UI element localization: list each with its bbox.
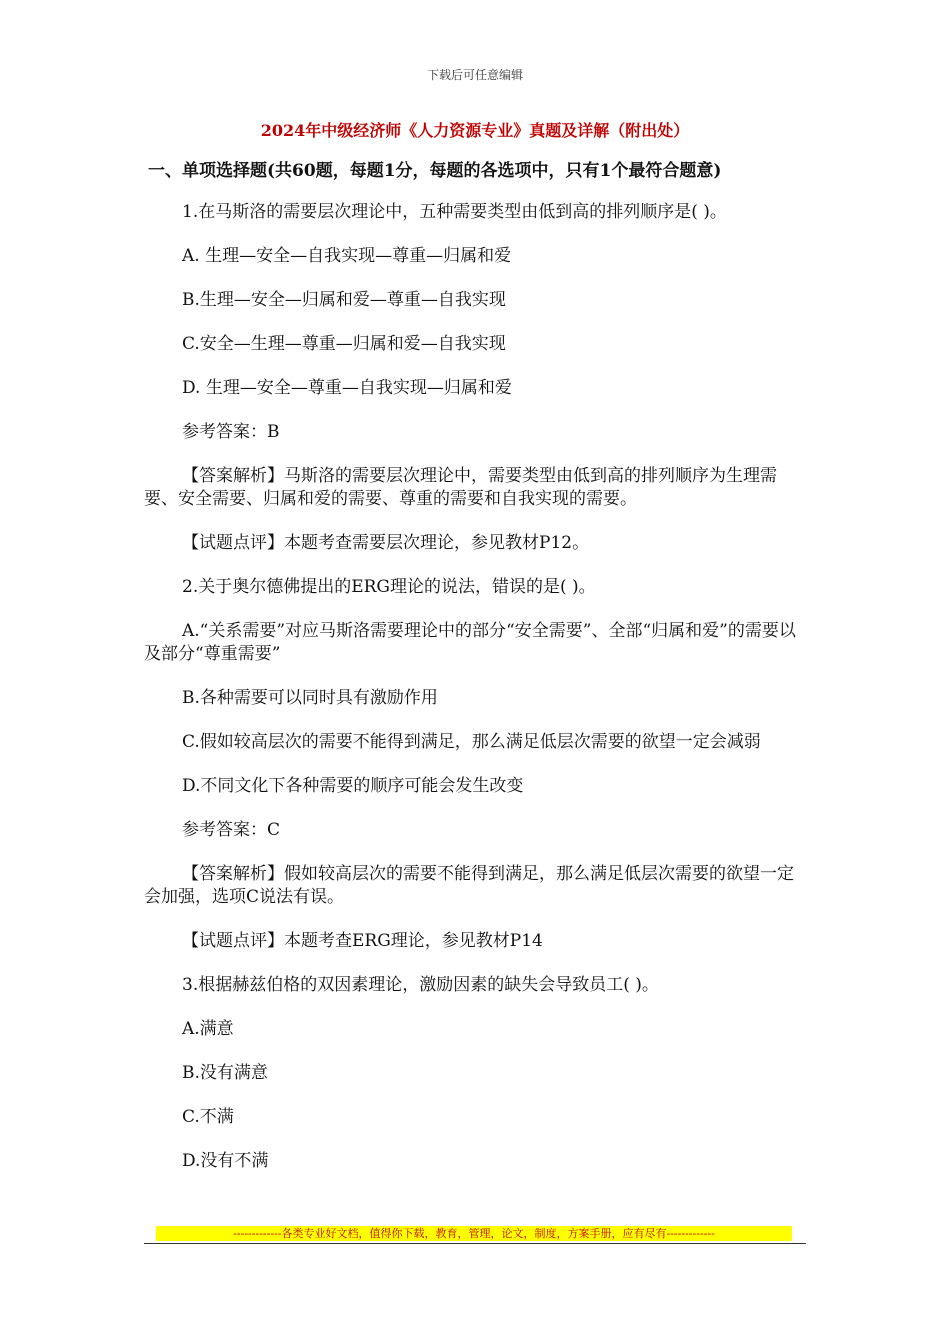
- question-1-stem: 1.在马斯洛的需要层次理论中，五种需要类型由低到高的排列顺序是( )。: [182, 202, 727, 222]
- question-2-option-b: B.各种需要可以同时具有激励作用: [182, 688, 438, 708]
- question-2-option-a: A.“关系需要”对应马斯洛需要理论中的部分“安全需要”、全部“归属和爱”的需要以及部分“尊重需要”: [144, 621, 796, 664]
- document-body: [144, 160, 806, 1194]
- question-3-option-b: B.没有满意: [182, 1063, 268, 1083]
- footer-banner: -------------各类专业好文档，值得你下载，教育，管理，论文，制度，方案手册，应有尽有-------------: [156, 1226, 792, 1241]
- question-1-comment: 【试题点评】本题考查需要层次理论，参见教材P12。: [182, 533, 590, 553]
- question-2-option-c: C.假如较高层次的需要不能得到满足，那么满足低层次需要的欲望一定会减弱: [182, 732, 761, 752]
- question-2-answer: 参考答案：C: [182, 820, 281, 840]
- question-3-stem: 3.根据赫兹伯格的双因素理论，激励因素的缺失会导致员工( )。: [182, 975, 659, 995]
- question-1-answer: 参考答案：B: [182, 422, 280, 442]
- section-title: 一、单项选择题(共60题，每题1分，每题的各选项中，只有1个最符合题意): [148, 161, 722, 181]
- question-1-option-a: A. 生理—安全—自我实现—尊重—归属和爱: [182, 246, 512, 266]
- question-3-option-d: D.没有不满: [182, 1151, 269, 1171]
- question-1-option-b: B.生理—安全—归属和爱—尊重—自我实现: [182, 290, 506, 310]
- question-3-option-c: C.不满: [182, 1107, 234, 1127]
- question-2-comment: 【试题点评】本题考查ERG理论，参见教材P14: [182, 931, 543, 951]
- question-3-option-a: A.满意: [182, 1019, 234, 1039]
- document-title: 2024年中级经济师《人力资源专业》真题及详解（附出处）: [260, 121, 690, 140]
- question-2-stem: 2.关于奥尔德佛提出的ERG理论的说法，错误的是( )。: [182, 577, 596, 597]
- question-2-analysis: 【答案解析】假如较高层次的需要不能得到满足，那么满足低层次需要的欲望一定会加强，选项C说法有误。: [144, 864, 794, 907]
- question-1-option-d: D. 生理—安全—尊重—自我实现—归属和爱: [182, 378, 512, 398]
- question-2-option-d: D.不同文化下各种需要的顺序可能会发生改变: [182, 776, 524, 796]
- question-1-option-c: C.安全—生理—尊重—归属和爱—自我实现: [182, 334, 506, 354]
- header-note: 下载后可任意编辑: [426, 68, 523, 82]
- footer-divider: [144, 1243, 806, 1244]
- question-1-analysis: 【答案解析】马斯洛的需要层次理论中，需要类型由低到高的排列顺序为生理需要、安全需要、归属和爱的需要、尊重的需要和自我实现的需要。: [144, 466, 777, 509]
